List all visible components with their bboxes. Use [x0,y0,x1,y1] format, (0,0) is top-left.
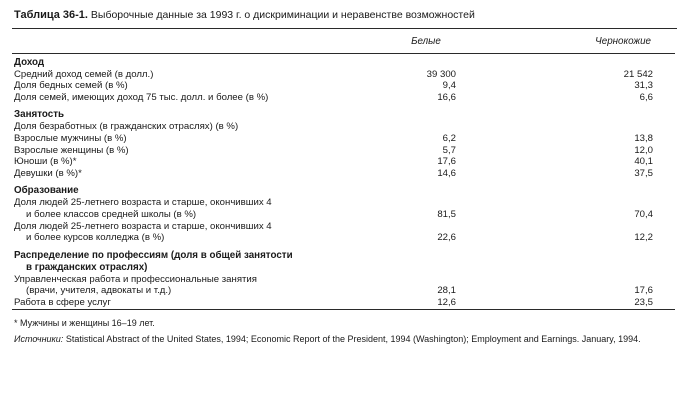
value-white: 14,6 [437,167,456,179]
sources-label: Источники: [14,333,64,344]
value-black: 21 542 [623,68,653,80]
table-header-row [12,29,675,53]
table-row [12,92,675,104]
value-white: 17,6 [437,156,456,168]
row-label-line: Управленческая работа и профессиональные занятия [14,273,257,285]
section-title [12,244,675,274]
value-white: 39 300 [426,68,456,80]
value-white: 9,4 [442,80,456,92]
row-label: Доля безработных (в гражданских отраслях) (в %) [14,121,239,133]
section-title-line: Распределение по профессиям (доля в общей занятости [14,249,293,261]
row-label-line: (врачи, учителя, адвокаты и т.д.) [26,285,172,297]
row-label: Работа в сфере услуг [14,296,111,308]
row-label: Взрослые женщины (в %) [14,144,129,156]
value-black: 12,2 [634,232,653,244]
section-title: Доход [14,56,45,68]
value-black: 31,3 [634,80,653,92]
row-label: Юноши (в %)* [14,156,77,168]
row-label: Доля бедных семей (в %) [14,80,128,92]
value-black: 70,4 [634,208,653,220]
section-header [12,53,675,69]
row-label [12,197,392,220]
section-title-line: в гражданских отраслях) [26,261,148,273]
table-row [12,121,675,133]
header-gap [458,29,588,53]
table-caption [14,8,677,22]
header-label-cell [12,29,392,53]
row-label-line: и более классов средней школы (в %) [26,208,197,220]
value-black: 17,6 [634,285,653,297]
table-row [12,197,675,220]
section-header [12,244,675,274]
value-white: 6,2 [442,132,456,144]
value-white: 12,6 [437,296,456,308]
value-white: 5,7 [442,144,456,156]
sources-text: Statistical Abstract of the United States, 1994; Economic Report of the President, 1994 (Washington); Employment and Earnings. January, 1994. [65,333,641,344]
section-title: Образование [14,185,79,197]
row-label: Взрослые мужчины (в %) [14,132,127,144]
table-row [12,221,675,244]
value-white: 28,1 [437,285,456,297]
value-black: 12,0 [634,144,653,156]
caption-text: Выборочные данные за 1993 г. о дискриминации и неравенстве возможностей [90,9,475,21]
row-label: Средний доход семей (в долл.) [14,68,154,80]
row-label-line: Доля людей 25-летнего возраста и старше, окончивших 4 [14,197,272,209]
table-row [12,133,675,145]
table-notes [12,318,674,345]
value-black [588,121,675,133]
sources [14,334,674,345]
value-black: 37,5 [634,167,653,179]
section-title: Занятость [14,109,65,121]
table-row [12,69,675,81]
table-row [12,156,675,168]
value-white [392,121,458,133]
value-white: 81,5 [437,208,456,220]
row-label: Девушки (в %)* [14,167,82,179]
table-row [12,274,675,297]
table-row [12,168,675,180]
value-black: 6,6 [639,91,653,103]
section-header [12,103,675,121]
value-black: 40,1 [634,156,653,168]
row-label: Доля семей, имеющих доход 75 тыс. долл. и более (в %) [14,91,269,103]
table-row [12,145,675,157]
footnote: * Мужчины и женщины 16–19 лет. [14,317,155,328]
section-header [12,179,675,197]
header-black: Чернокожие [588,29,675,53]
caption-label: Таблица 36-1. [14,9,88,21]
table-row [12,297,675,309]
header-white: Белые [392,29,458,53]
row-label-line: Доля людей 25-летнего возраста и старше, окончивших 4 [14,220,272,232]
value-white: 16,6 [437,91,456,103]
value-black: 13,8 [634,132,653,144]
data-table [12,29,675,310]
value-white: 22,6 [437,232,456,244]
row-label [12,221,392,244]
row-label [12,274,392,297]
value-black: 23,5 [634,296,653,308]
row-label-line: и более курсов колледжа (в %) [26,232,165,244]
table-row [12,80,675,92]
